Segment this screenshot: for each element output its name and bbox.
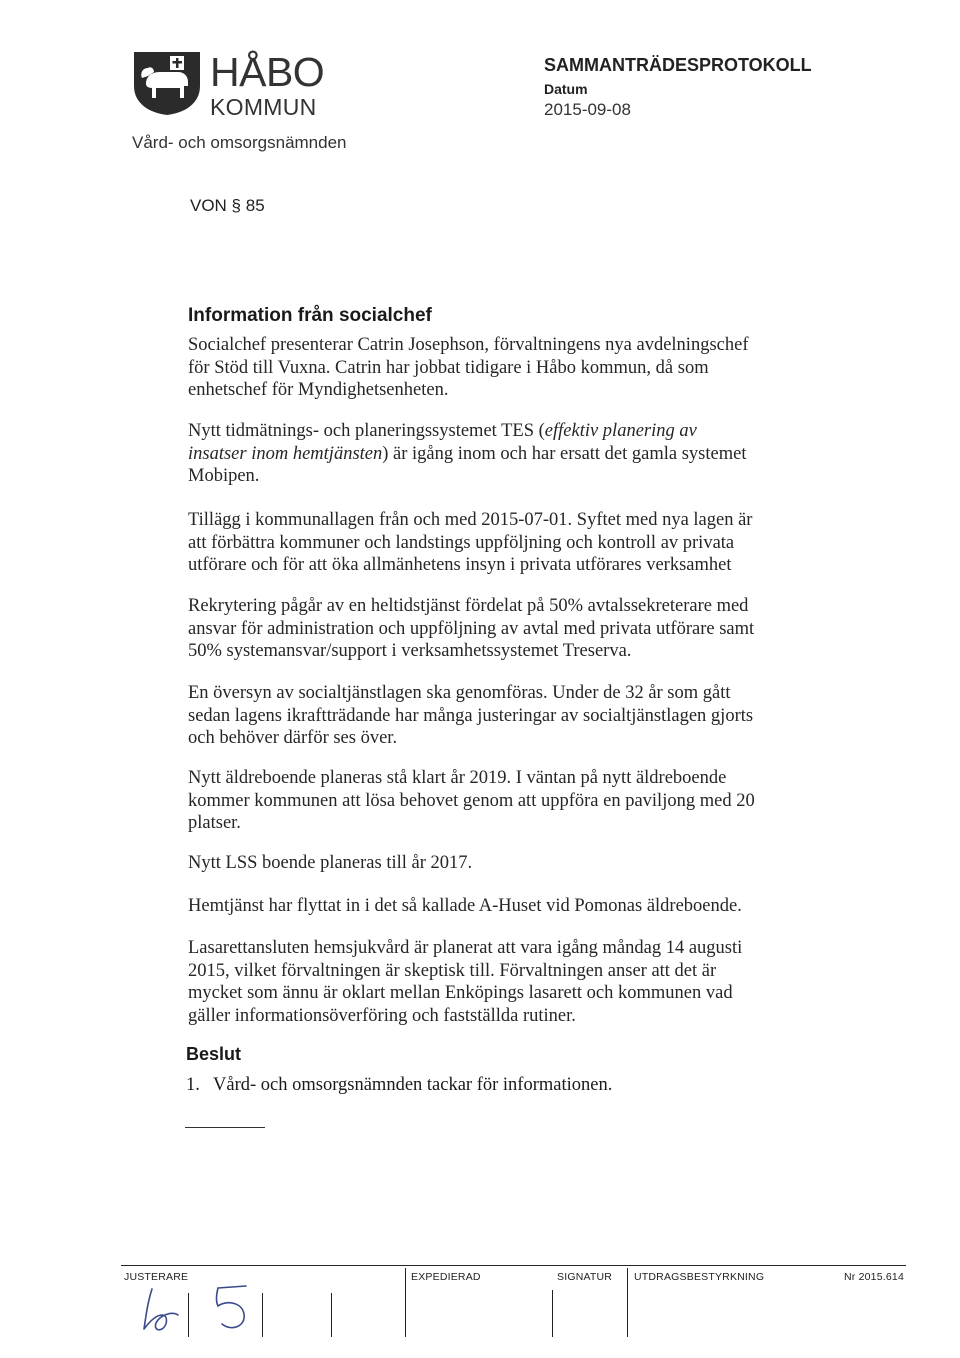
- paragraph-reference: VON § 85: [190, 196, 265, 215]
- text-line: att förbättra kommuner och landstings uppföljning och kontroll av privata: [188, 532, 735, 553]
- end-divider: [185, 1127, 265, 1128]
- org-name: HÅBO: [210, 49, 325, 95]
- paragraph: [188, 420, 783, 488]
- text-line: enhetschef för Myndighetsenheten.: [188, 380, 449, 400]
- text-line: platser.: [188, 813, 241, 833]
- text-line: gäller informationsöverföring och fastställda rutiner.: [188, 1005, 576, 1026]
- signature-box-divider: [188, 1293, 189, 1337]
- justerare-label: JUSTERARE: [124, 1271, 189, 1283]
- decision-heading: Beslut: [186, 1044, 242, 1064]
- paragraph: [188, 334, 783, 402]
- expedierad-label: EXPEDIERAD: [411, 1271, 481, 1283]
- footer-divider: [121, 1265, 906, 1266]
- text-line: 2015, vilket förvaltningen är skeptisk till. Förvaltningen anser att det är: [188, 960, 717, 981]
- handwritten-initials: [138, 1285, 182, 1337]
- committee-name: Vård- och omsorgsnämnden: [132, 133, 347, 152]
- text-line: 50% systemansvar/support i verksamhetssystemet Treserva.: [188, 641, 632, 661]
- handwritten-initials: [208, 1282, 254, 1336]
- section-heading: Information från socialchef: [188, 305, 432, 326]
- text-line: Rekrytering pågår av en heltidstjänst fördelat på 50% avtalssekreterare med: [188, 596, 749, 616]
- protocol-number: Nr 2015.614: [844, 1271, 904, 1283]
- paragraph: [188, 767, 783, 835]
- paragraph: [188, 595, 783, 663]
- signature-box-divider: [405, 1268, 406, 1337]
- date-label: Datum: [544, 81, 588, 97]
- text-line: utförare och för att öka allmänhetens insyn i privata utförares verksamhet: [188, 555, 732, 575]
- text-line: Hemtjänst har flyttat in i det så kallade A-Huset vid Pomonas äldreboende.: [188, 896, 742, 916]
- text-run-italic: insatser inom hemtjänsten: [188, 443, 383, 464]
- text-line: En översyn av socialtjänstlagen ska genomföras. Under de 32 år som gått: [188, 683, 731, 703]
- text-line: Tillägg i kommunallagen från och med 2015-07-01. Syftet med nya lagen är: [188, 510, 753, 530]
- paragraph: [188, 682, 783, 750]
- text-line: Nytt äldreboende planeras stå klart år 2019. I väntan på nytt äldreboende: [188, 768, 727, 788]
- text-line: sedan lagens ikraftträdande har många justeringar av socialtjänstlagen gjorts: [188, 705, 754, 726]
- text-run-italic: effektiv planering av: [544, 421, 697, 441]
- signatur-label: SIGNATUR: [557, 1271, 613, 1283]
- paragraph: [188, 937, 783, 1027]
- text-line: och behöver därför ses över.: [188, 728, 398, 748]
- decision-text: Vård- och omsorgsnämnden tackar för informationen.: [213, 1075, 613, 1095]
- paragraph: [188, 852, 783, 875]
- text-line: ansvar för administration och uppföljning av avtal med privata utförare samt: [188, 618, 755, 639]
- coat-of-arms-logo: [132, 50, 202, 116]
- text-line: mycket som ännu är oklart mellan Enköpings lasarett och kommunen vad: [188, 983, 733, 1003]
- text-line: Lasarettansluten hemsjukvård är planerat att vara igång måndag 14 augusti: [188, 938, 743, 958]
- signature-box-divider: [627, 1268, 628, 1337]
- paragraph: [188, 895, 783, 918]
- signature-box-divider: [552, 1290, 553, 1337]
- utdragsbestyrkning-label: UTDRAGSBESTYRKNING: [634, 1271, 765, 1283]
- text-line: Socialchef presenterar Catrin Josephson, förvaltningens nya avdelningschef: [188, 335, 749, 355]
- decision-number: 1.: [186, 1075, 200, 1095]
- text-line: kommer kommunen att lösa behovet genom att uppföra en paviljong med 20: [188, 790, 755, 811]
- text-line: [188, 420, 783, 443]
- document-type: SAMMANTRÄDESPROTOKOLL: [544, 55, 812, 75]
- text-line: Nytt LSS boende planeras till år 2017.: [188, 853, 473, 873]
- text-run: Nytt tidmätnings- och planeringssystemet TES (: [188, 421, 545, 441]
- paragraph: [188, 509, 783, 577]
- org-subtitle: KOMMUN: [210, 94, 317, 120]
- text-line: för Stöd till Vuxna. Catrin har jobbat tidigare i Håbo kommun, då som: [188, 357, 709, 378]
- text-line: Mobipen.: [188, 466, 260, 486]
- text-run: ) är igång inom och har ersatt det gamla systemet: [382, 443, 747, 464]
- text-line: [188, 443, 783, 466]
- date-value: 2015-09-08: [544, 100, 631, 119]
- decision-item: [186, 1074, 612, 1096]
- signature-box-divider: [331, 1293, 332, 1337]
- signature-box-divider: [262, 1293, 263, 1337]
